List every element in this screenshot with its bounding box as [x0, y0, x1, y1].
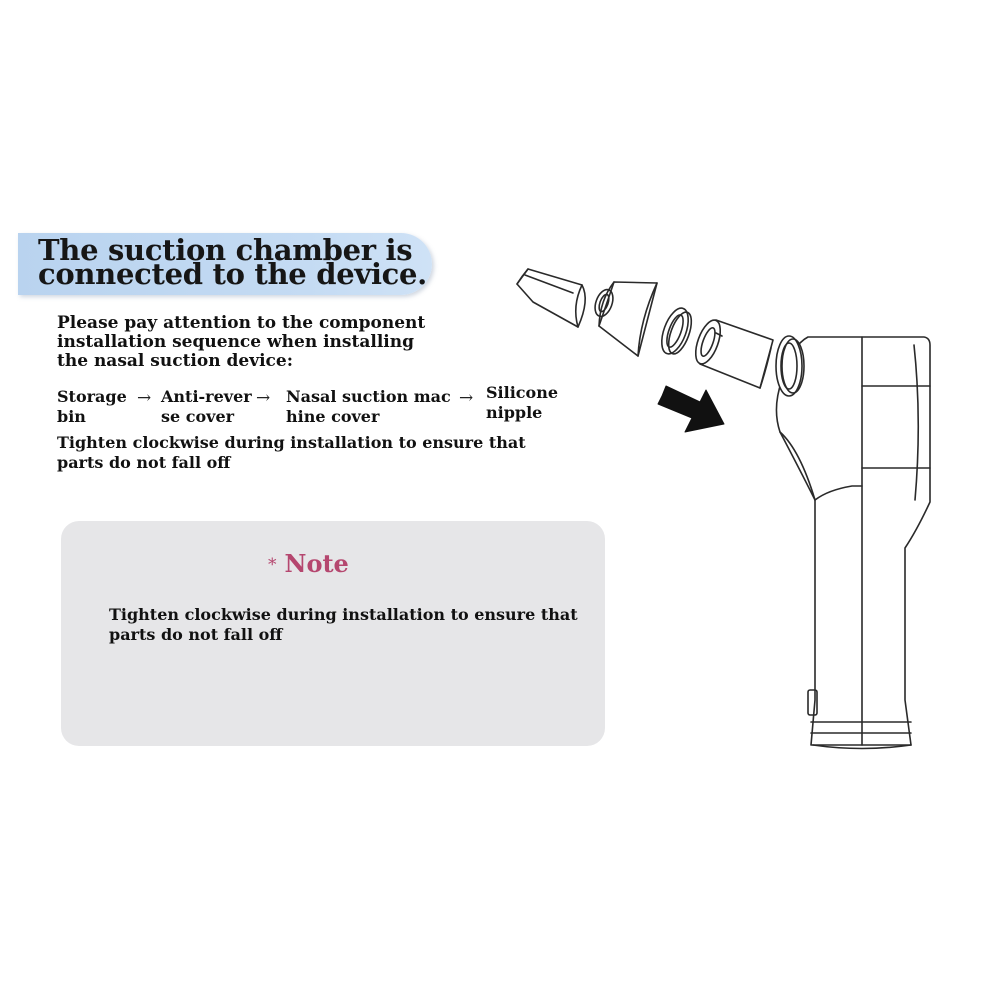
star-icon: * — [268, 555, 277, 575]
note-title-text: Note — [284, 549, 349, 578]
sequence-item-anti-reverse-cover — [161, 387, 252, 427]
device-body — [776, 336, 930, 749]
sequence-item-line-1: Anti-rever — [161, 387, 252, 406]
sequence-item-line-2: bin — [57, 407, 86, 426]
sequence-item-line-1: Storage — [57, 387, 127, 406]
direction-arrow-icon — [658, 386, 724, 432]
intro-line-1: Please pay attention to the component — [57, 313, 426, 333]
storage-ring-part — [656, 305, 696, 358]
sequence-item-nasal-suction-machine-cover — [286, 387, 451, 427]
nasal-aspirator-illustration — [505, 255, 945, 765]
intro-line-3: the nasal suction device: — [57, 351, 293, 371]
sequence-item-line-2: nipple — [486, 403, 543, 422]
page-title — [38, 233, 438, 291]
sequence-arrow-3: → — [459, 388, 474, 408]
intro-line-2: installation sequence when installing — [57, 332, 414, 352]
intro-text — [57, 314, 457, 371]
sequence-arrow-1: → — [137, 388, 152, 408]
sequence-item-line-1: Silicone — [486, 383, 559, 402]
sequence-item-line-2: se cover — [161, 407, 235, 426]
sequence-arrow-2: → — [256, 388, 271, 408]
title-line-2: connected to the device. — [38, 257, 427, 291]
note-line-2: parts do not fall off — [109, 625, 283, 644]
machine-cover-part — [691, 317, 773, 388]
instruction-line-1: Tighten clockwise during installation to ensure that — [57, 433, 526, 452]
sequence-item-storage-bin — [57, 387, 127, 427]
instruction-line-2: parts do not fall off — [57, 453, 231, 472]
note-line-1: Tighten clockwise during installation to ensure that — [109, 605, 578, 624]
note-title — [268, 549, 349, 582]
title-line-1: The suction chamber is — [38, 233, 413, 267]
sequence-item-line-2: hine cover — [286, 407, 380, 426]
instruction-text — [57, 433, 547, 473]
sequence-item-line-1: Nasal suction mac — [286, 387, 451, 406]
anti-reverse-cover-part — [592, 282, 657, 356]
silicone-nipple-part — [517, 269, 585, 327]
